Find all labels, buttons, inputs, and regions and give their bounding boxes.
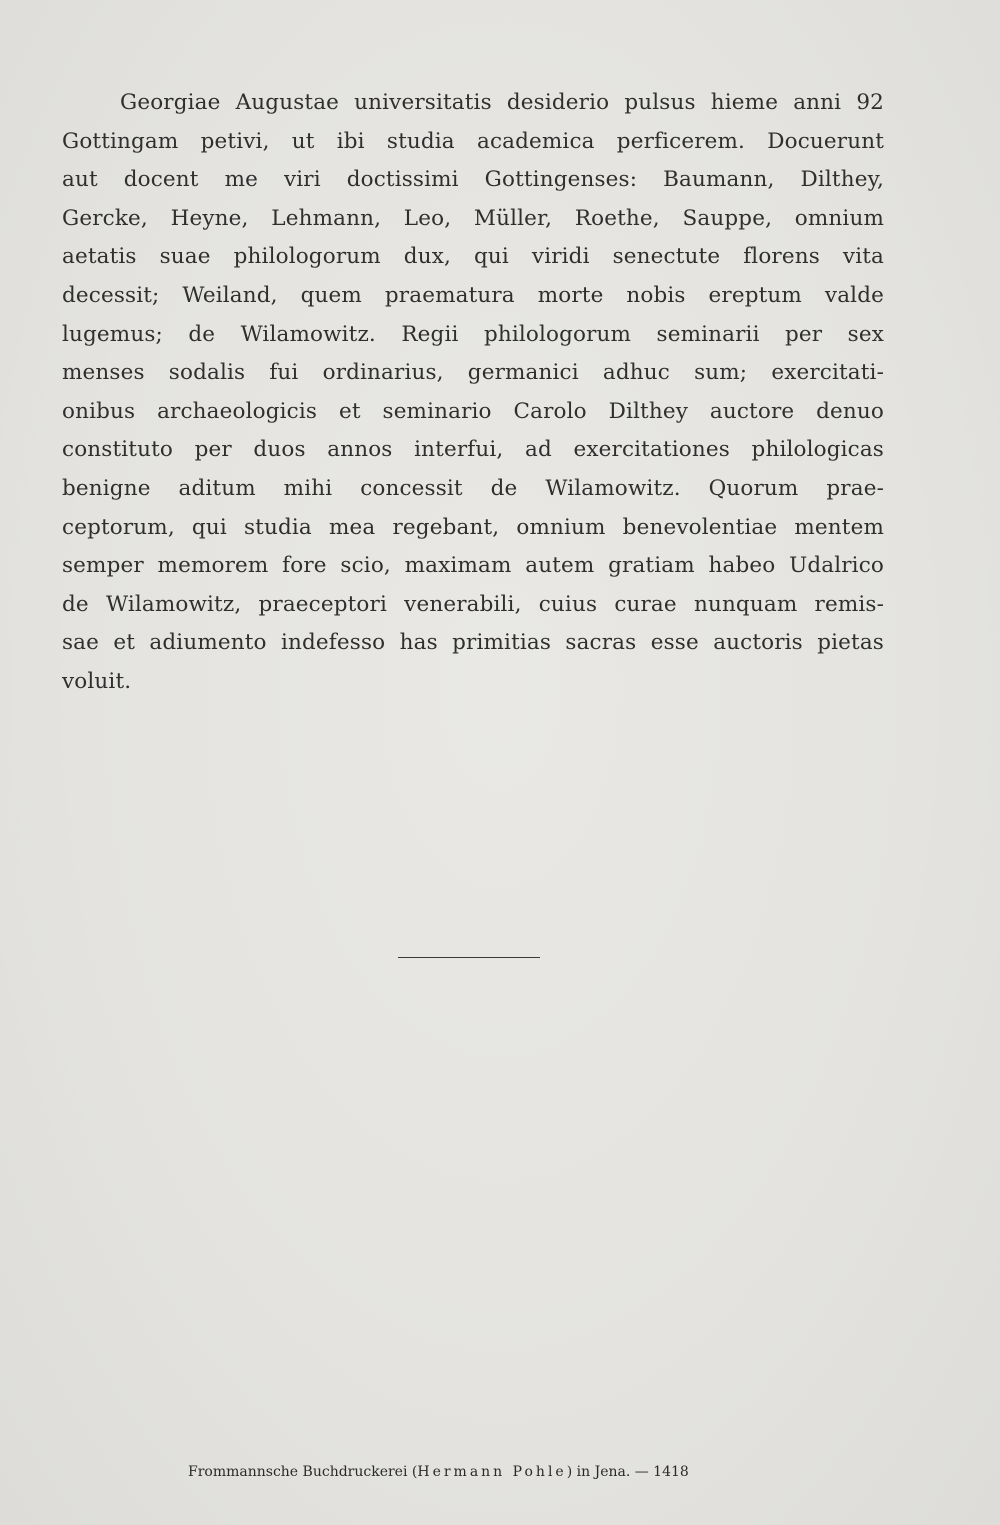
section-divider-rule <box>398 957 540 958</box>
paragraph-line: decessit; Weiland, quem praematura morte nobis ereptum valde <box>62 282 884 308</box>
paragraph-line-last: voluit. <box>62 668 132 694</box>
imprint-suffix: ) in Jena. — 1418 <box>566 1464 689 1480</box>
paragraph-line: benigne aditum mihi concessit de Wilamowitz. Quorum prae- <box>62 475 884 501</box>
paragraph-line: lugemus; de Wilamowitz. Regii philologorum seminarii per sex <box>62 321 884 347</box>
paragraph-line: Georgiae Augustae universitatis desiderio pulsus hieme anni 92 <box>120 90 884 115</box>
paragraph-line: ceptorum, qui studia mea regebant, omnium benevolentiae mentem <box>62 514 884 540</box>
paragraph-line: menses sodalis fui ordinarius, germanici adhuc sum; exercitati- <box>62 360 884 386</box>
body-paragraph <box>62 84 884 702</box>
imprint-printer-name: Hermann Pohle <box>417 1464 567 1480</box>
paragraph-line: onibus archaeologicis et seminario Carolo Dilthey auctore denuo <box>62 398 884 424</box>
paragraph-line: sae et adiumento indefesso has primitias sacras esse auctoris pietas <box>62 630 884 656</box>
paragraph-line: de Wilamowitz, praeceptori venerabili, cuius curae nunquam remis- <box>62 591 884 617</box>
paragraph-line: aut docent me viri doctissimi Gottingenses: Baumann, Dilthey, <box>62 167 884 193</box>
paragraph-line: Gercke, Heyne, Lehmann, Leo, Müller, Roethe, Sauppe, omnium <box>62 205 884 231</box>
imprint-prefix: Frommannsche Buchdruckerei ( <box>188 1464 418 1480</box>
paragraph-line: constituto per duos annos interfui, ad exercitationes philologicas <box>62 437 884 463</box>
paragraph-line: aetatis suae philologorum dux, qui viridi senectute florens vita <box>62 244 884 270</box>
printer-imprint <box>188 1464 748 1480</box>
paragraph-line: semper memorem fore scio, maximam autem gratiam habeo Udalrico <box>62 553 884 579</box>
paragraph-line: Gottingam petivi, ut ibi studia academica perficerem. Docuerunt <box>62 128 884 154</box>
